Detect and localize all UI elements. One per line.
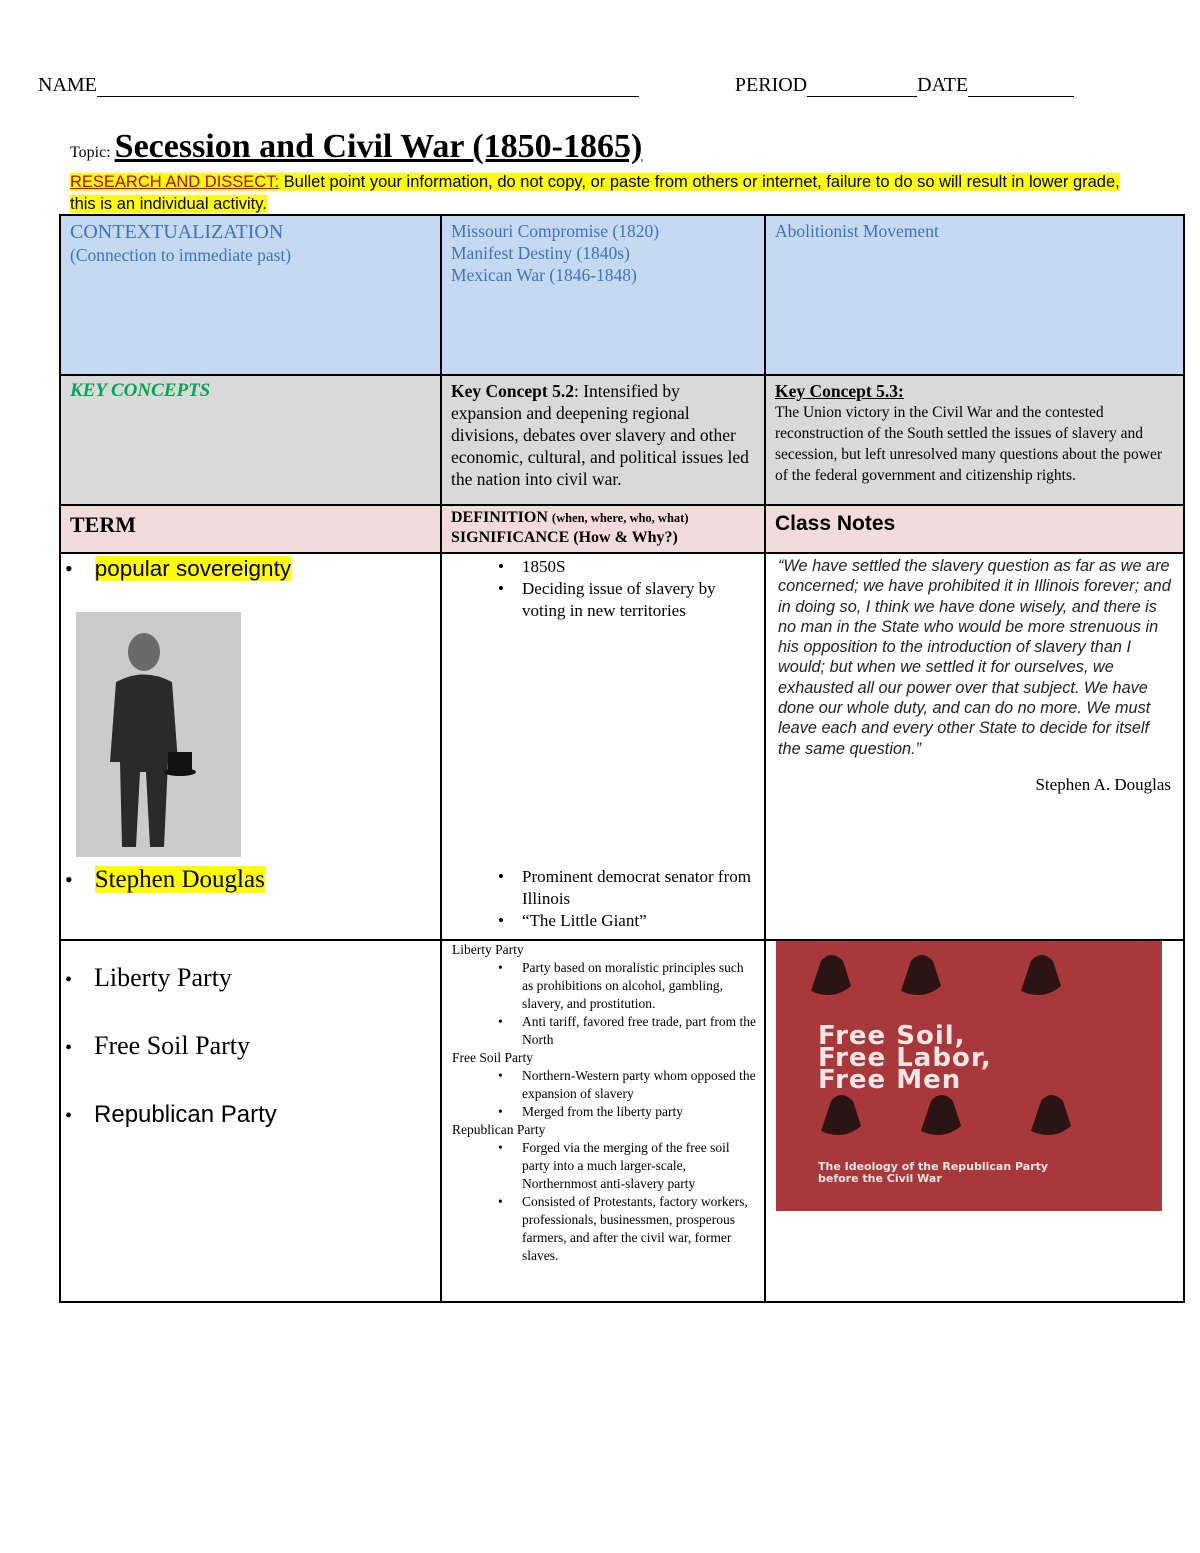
term-republican-party: Republican Party [94,1101,277,1128]
list-item: • Merged from the liberty party [522,1103,756,1121]
list-item: • Deciding issue of slavery by voting in new territories [522,578,752,622]
book-title-line: Free Labor, [818,1043,992,1073]
party-section-list [452,959,756,1049]
kc53-text: The Union victory in the Civil War and the contested reconstruction of the South settled the issues of slavery and secession, but left unresolved many questions about the power of the federal government and citizenship rights. [775,404,1162,484]
book-title-line: Free Men [818,1065,962,1095]
definition-list-stephen-douglas [492,866,752,932]
context-heading-cell [60,215,441,375]
list-item: • Consisted of Protestants, factory workers, professionals, businessmen, prosperous farmers, and after the civil war, former slaves. [522,1193,756,1265]
instructions-text: Bullet point your information, do not copy, or paste from others or internet, failure to do so will result in lower grade, this is an individual activity. [70,173,1120,213]
list-item: • Northern-Western party whom opposed the expansion of slavery [522,1067,756,1103]
page-title: Secession and Civil War (1850-1865) [114,128,643,165]
name-field[interactable] [97,78,639,97]
term-free-soil-party: Free Soil Party [94,1031,251,1060]
key-concept-5-3 [765,375,1184,505]
key-concepts-heading: KEY CONCEPTS [70,380,211,401]
notes-header-cell [765,505,1184,553]
term-header: TERM [70,512,136,537]
douglas-quote: “We have settled the slavery question as far as we are concerned; we have prohibited it in Illinois forever; and in doing so, I think we have done wisely, and there is no man in the State who would be more strenuous in his opposition to the introduction of slavery than I would; but when we settled it for ourselves, we exhausted all our power over that subject. We have done our whole duty, and can do no more. We must leave each and every other State to decide for itself the same question.” [778,557,1171,758]
list-item: • Stephen Douglas [65,866,265,893]
list-item: • Free Soil Party [65,1031,251,1060]
context-subheading: (Connection to immediate past) [70,245,292,265]
party-section-title: Republican Party [452,1122,546,1137]
topic-line [70,128,642,166]
list-item: • Republican Party [65,1101,277,1128]
definition-note: (when, where, who, what) [551,511,689,525]
kc52-label: Key Concept 5.2 [451,381,574,401]
definition-header: DEFINITION [451,509,548,526]
term-cell-1 [60,553,441,940]
notes-cell-1 [765,553,1184,940]
term-stephen-douglas: Stephen Douglas [94,866,265,893]
term-liberty-party: Liberty Party [94,963,232,992]
key-concepts-heading-cell [60,375,441,505]
significance-header: SIGNIFICANCE (How & Why?) [451,529,678,546]
term-header-cell [60,505,441,553]
context-item: Manifest Destiny (1840s) [451,243,630,263]
instructions-prefix: RESEARCH AND DISSECT: [70,173,280,191]
period-label: PERIOD [734,74,808,96]
quote-attribution: Stephen A. Douglas [1035,774,1171,794]
context-cell-2 [441,215,765,375]
kc53-label: Key Concept 5.3: [775,381,904,401]
book-subtitle-line: The Ideology of the Republican Party [818,1160,1049,1173]
list-item: • 1850S [522,556,752,578]
context-item: Mexican War (1846-1848) [451,265,637,285]
definition-cell-1 [441,553,765,940]
book-cover-image [776,941,1162,1211]
term-cell-2 [60,940,441,1302]
date-field[interactable] [968,78,1074,97]
topic-label: Topic: [70,144,111,161]
list-item: • Anti tariff, favored free trade, part from the North [522,1013,756,1049]
party-section-title: Liberty Party [452,942,524,957]
book-subtitle [818,1161,1048,1185]
stephen-douglas-portrait [76,612,241,857]
definition-cell-2 [441,940,765,1302]
notes-cell-2 [765,940,1184,1302]
student-info-header [38,74,1118,97]
key-concept-5-2 [441,375,765,505]
list-item: • Prominent democrat senator from Illinois [522,866,752,910]
party-section-title: Free Soil Party [452,1050,533,1065]
list-item: • “The Little Giant” [522,910,752,932]
context-item: Missouri Compromise (1820) [451,221,660,241]
date-label: DATE [917,74,969,96]
dissect-table [59,214,1185,1303]
name-label: NAME [38,74,97,96]
context-item: Abolitionist Movement [775,221,939,241]
context-cell-3 [765,215,1184,375]
kc52-text: : Intensified by expansion and deepening regional divisions, debates over slavery and other economic, cultural, and political issues led the nation into civil war. [451,381,749,489]
instructions [70,171,1130,215]
list-item: • Forged via the merging of the free soil party into a much larger-scale, Northernmost anti-slavery party [522,1139,756,1193]
list-item: • Party based on moralistic principles such as prohibitions on alcohol, gambling, slavery, and prostitution. [522,959,756,1013]
context-heading: CONTEXTUALIZATION [70,221,284,243]
list-item: • Liberty Party [65,963,232,992]
book-title [818,1021,992,1095]
notes-header: Class Notes [775,512,896,535]
book-subtitle-line: before the Civil War [818,1172,942,1185]
definition-header-cell [441,505,765,553]
party-section-list [452,1067,756,1121]
definition-list-popular-sovereignty [492,556,752,622]
party-section-list [452,1139,756,1265]
list-item: • popular sovereignty [65,556,292,581]
book-title-line: Free Soil, [818,1021,966,1051]
term-popular-sovereignty: popular sovereignty [94,556,292,581]
period-field[interactable] [807,78,917,97]
